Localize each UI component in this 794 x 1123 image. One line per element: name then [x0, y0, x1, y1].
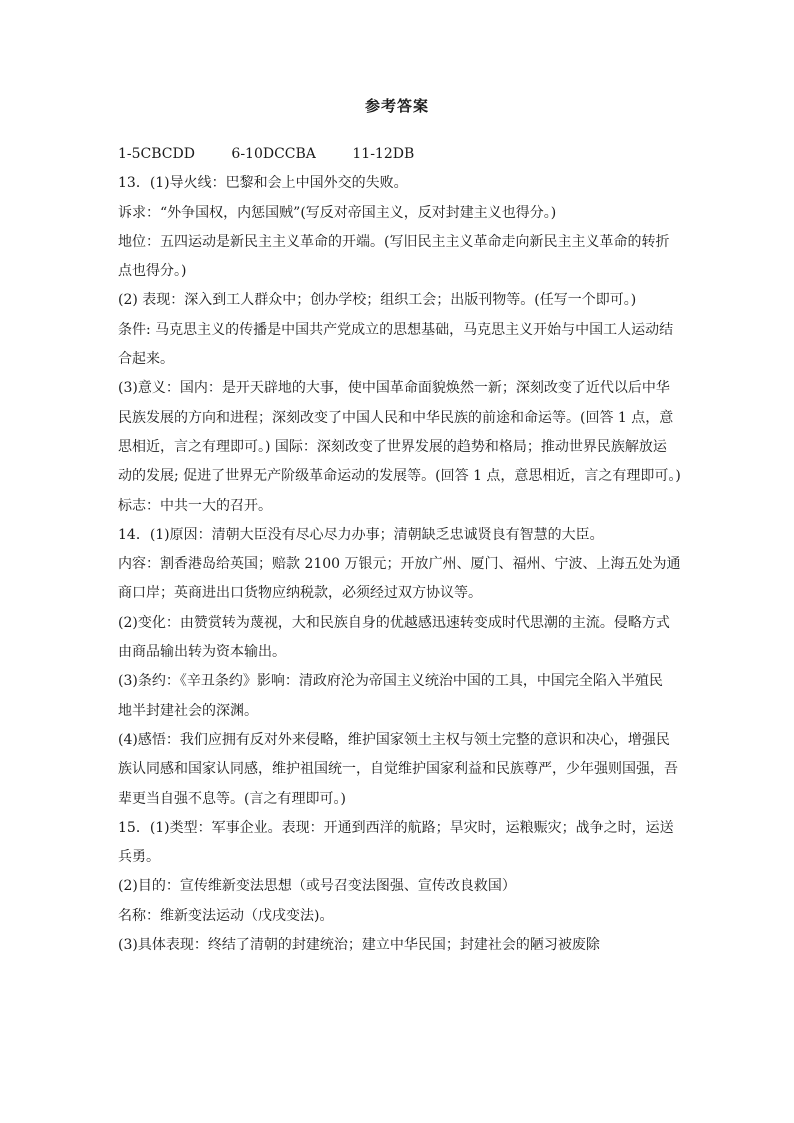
answer-line: 名称：维新变法运动（戊戌变法)。: [118, 907, 334, 924]
answer-line: 标志：中共一大的召开。: [118, 497, 272, 514]
answer-lines: [118, 169, 688, 960]
mc-answer-group: 11-12DB: [352, 146, 415, 162]
answer-line: (4)感悟：我们应拥有反对外来侵略，维护国家领土主权与领土完整的意识和决心，增强民: [118, 731, 670, 748]
answer-line: 思相近，言之有理即可。) 国际：深刻改变了世界发展的趋势和格局；推动世界民族解放运: [118, 438, 667, 455]
answer-line: 15．(1)类型：军事企业。表现：开通到西洋的航路；旱灾时，运粮赈灾；战争之时，运送: [118, 819, 674, 836]
answer-line: 地位：五四运动是新民主主义革命的开端。(写旧民主主义革命走向新民主主义革命的转折: [118, 233, 670, 250]
mc-answer-group: 1-5CBCDD: [118, 146, 195, 162]
mc-answer-group: 6-10DCCBA: [231, 146, 316, 162]
answer-line: 辈更当自强不息等。(言之有理即可。): [118, 790, 346, 807]
answer-line: (3)条约：《辛丑条约》影响：清政府沦为帝国主义统治中国的工具，中国完全陷入半殖民: [118, 673, 663, 690]
answer-line: 族认同感和国家认同感，维护祖国统一，自觉维护国家利益和民族尊严，少年强则国强，吾: [118, 761, 678, 778]
answer-line: 商口岸；英商进出口货物应纳税款，必须经过双方协议等。: [118, 585, 482, 602]
answer-line: 动的发展; 促进了世界无产阶级革命运动的发展等。(回答 1 点，意思相近，言之有理即可。): [118, 468, 681, 485]
answer-line: 诉求：“外争国权，内惩国贼”(写反对帝国主义，反对封建主义也得分。): [118, 204, 557, 221]
answer-line: (3)意义：国内：是开天辟地的大事，使中国革命面貌焕然一新；深刻改变了近代以后中华: [118, 380, 670, 397]
answer-line: 地半封建社会的深渊。: [118, 702, 258, 719]
answer-content: [118, 140, 688, 960]
page-title: 参考答案: [364, 97, 429, 115]
multiple-choice-answers: [118, 140, 688, 169]
answer-line: (2)目的：宣传维新变法思想（或号召变法图强、宣传改良救国）: [118, 878, 516, 895]
answer-line: 内容：割香港岛给英国；赔款 2100 万银元；开放广州、厦门、福州、宁波、上海五处为通: [118, 556, 681, 573]
answer-line: (3)具体表现：终结了清朝的封建统治；建立中华民国；封建社会的陋习被废除: [118, 937, 600, 954]
answer-line: 由商品输出转为资本输出。: [118, 644, 286, 661]
answer-line: (2) 表现：深入到工人群众中；创办学校；组织工会；出版刊物等。(任写一个即可。): [118, 292, 637, 309]
answer-line: 兵勇。: [118, 849, 160, 866]
answer-line: 条件: 马克思主义的传播是中国共产党成立的思想基础，马克思主义开始与中国工人运动结: [118, 321, 674, 338]
answer-line: 13．(1)导火线：巴黎和会上中国外交的失败。: [118, 175, 408, 192]
answer-line: 合起来。: [118, 351, 174, 368]
answer-line: 民族发展的方向和进程；深刻改变了中国人民和中华民族的前途和命运等。(回答 1 点，意: [118, 409, 674, 426]
answer-line: (2)变化：由赞赏转为蔑视，大和民族自身的优越感迅速转变成时代思潮的主流。侵略方式: [118, 614, 670, 631]
answer-line: 点也得分。): [118, 263, 187, 280]
answer-line: 14．(1)原因：清朝大臣没有尽心尽力办事；清朝缺乏忠诚贤良有智慧的大臣。: [118, 526, 604, 543]
